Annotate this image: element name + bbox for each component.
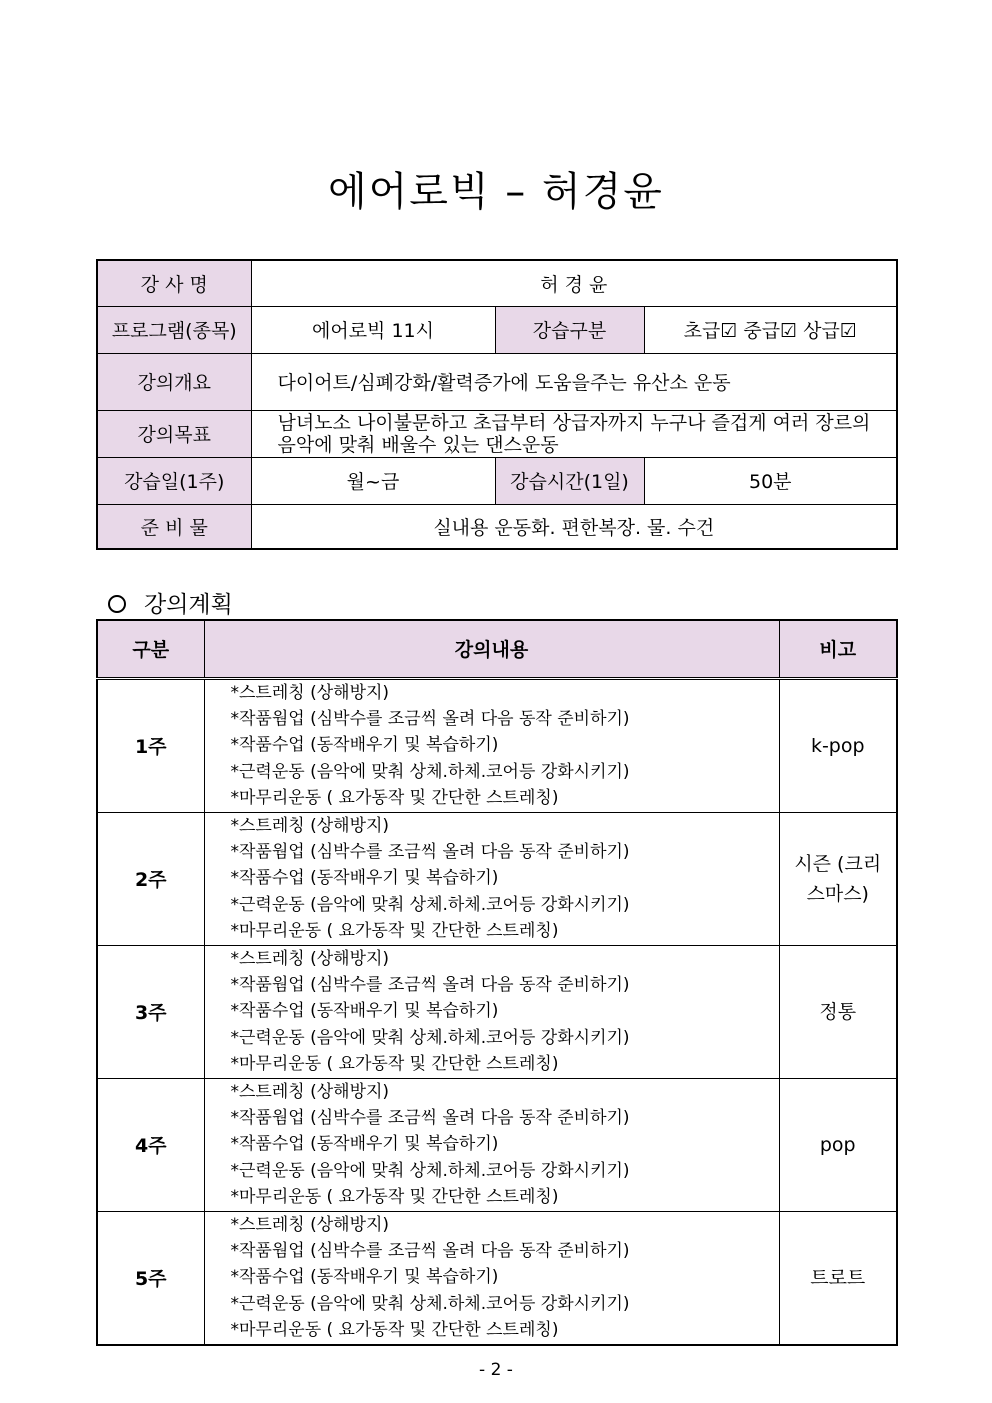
list-item: *작품수업 (동작배우기 및 복습하기) [230, 868, 499, 889]
table-row [97, 678, 897, 812]
time-label: 강습시간(1일) [495, 457, 644, 504]
note-cell: 트로트 [779, 1211, 897, 1345]
note-cell: pop [779, 1078, 897, 1211]
instructor-value: 허 경 윤 [251, 260, 897, 306]
header-note: 비고 [779, 620, 897, 678]
overview-value: 다이어트/심폐강화/활력증가에 도움을주는 유산소 운동 [251, 353, 897, 410]
content-cell [204, 945, 779, 1078]
list-item: *근력운동 (음악에 맞춰 상체.하체.코어등 강화시키기) [230, 894, 630, 915]
list-item: *마무리운동 ( 요가동작 및 간단한 스트레칭) [230, 921, 559, 942]
list-item: *작품수업 (동작배우기 및 복습하기) [230, 1267, 499, 1288]
content-cell [204, 1078, 779, 1211]
list-item: *작품수업 (동작배우기 및 복습하기) [230, 735, 499, 756]
list-item: *마무리운동 ( 요가동작 및 간단한 스트레칭) [230, 1320, 559, 1341]
list-item: *근력운동 (음악에 맞춰 상체.하체.코어등 강화시키기) [230, 761, 630, 782]
week-cell: 3주 [97, 945, 204, 1078]
document-title: 에어로빅 – 허경윤 [328, 169, 664, 215]
lesson-plan-table [96, 619, 898, 1346]
header-week: 구분 [97, 620, 204, 678]
list-item: *스트레칭 (상해방지) [230, 1214, 390, 1235]
section-heading-text: 강의계획 [144, 592, 233, 618]
list-item: *스트레칭 (상해방지) [230, 1081, 390, 1102]
content-cell [204, 1211, 779, 1345]
table-row [97, 1078, 897, 1211]
list-item: *작품웜업 (심박수를 조금씩 올려 다음 동작 준비하기) [230, 1241, 630, 1262]
note-cell: k-pop [779, 678, 897, 812]
list-item: *스트레칭 (상해방지) [230, 948, 390, 969]
list-item: *마무리운동 ( 요가동작 및 간단한 스트레칭) [230, 788, 559, 809]
list-item: *작품웜업 (심박수를 조금씩 올려 다음 동작 준비하기) [230, 708, 630, 729]
level-label: 강습구분 [495, 306, 644, 353]
program-label: 프로그램(종목) [97, 306, 251, 353]
list-item: *근력운동 (음악에 맞춰 상체.하체.코어등 강화시키기) [230, 1027, 630, 1048]
content-cell [204, 812, 779, 945]
table-row [97, 945, 897, 1078]
week-cell: 2주 [97, 812, 204, 945]
list-item: *작품웜업 (심박수를 조금씩 올려 다음 동작 준비하기) [230, 974, 630, 995]
days-label: 강습일(1주) [97, 457, 251, 504]
course-info-table [96, 259, 898, 550]
goal-value: 남녀노소 나이불문하고 초급부터 상급자까지 누구나 즐겁게 여러 장르의 음악에 맞춰 배울수 있는 댄스운동 [251, 410, 897, 457]
list-item: *스트레칭 (상해방지) [230, 682, 390, 703]
list-item: *작품수업 (동작배우기 및 복습하기) [230, 1134, 499, 1155]
note-cell: 시즌 (크리스마스) [779, 812, 897, 945]
circle-bullet-icon [108, 595, 126, 613]
week-cell: 5주 [97, 1211, 204, 1345]
note-cell: 정통 [779, 945, 897, 1078]
supplies-value: 실내용 운동화. 편한복장. 물. 수건 [251, 504, 897, 549]
page-number: - 2 - [479, 1360, 513, 1380]
list-item: *작품수업 (동작배우기 및 복습하기) [230, 1001, 499, 1022]
list-item: *근력운동 (음악에 맞춰 상체.하체.코어등 강화시키기) [230, 1293, 630, 1314]
list-item: *작품웜업 (심박수를 조금씩 올려 다음 동작 준비하기) [230, 841, 630, 862]
program-value: 에어로빅 11시 [251, 306, 495, 353]
week-cell: 1주 [97, 678, 204, 812]
list-item: *스트레칭 (상해방지) [230, 815, 390, 836]
time-value: 50분 [644, 457, 897, 504]
week-cell: 4주 [97, 1078, 204, 1211]
table-row [97, 812, 897, 945]
goal-label: 강의목표 [97, 410, 251, 457]
instructor-label: 강 사 명 [97, 260, 251, 306]
section-heading [108, 586, 233, 619]
supplies-label: 준 비 물 [97, 504, 251, 549]
overview-label: 강의개요 [97, 353, 251, 410]
level-value: 초급☑ 중급☑ 상급☑ [644, 306, 897, 353]
content-cell [204, 678, 779, 812]
list-item: *작품웜업 (심박수를 조금씩 올려 다음 동작 준비하기) [230, 1108, 630, 1128]
list-item: *마무리운동 ( 요가동작 및 간단한 스트레칭) [230, 1054, 559, 1075]
header-content: 강의내용 [204, 620, 779, 678]
list-item: *근력운동 (음악에 맞춰 상체.하체.코어등 강화시키기) [230, 1160, 630, 1181]
table-row [97, 1211, 897, 1345]
list-item: *마무리운동 ( 요가동작 및 간단한 스트레칭) [230, 1187, 559, 1208]
days-value: 월~금 [251, 457, 495, 504]
